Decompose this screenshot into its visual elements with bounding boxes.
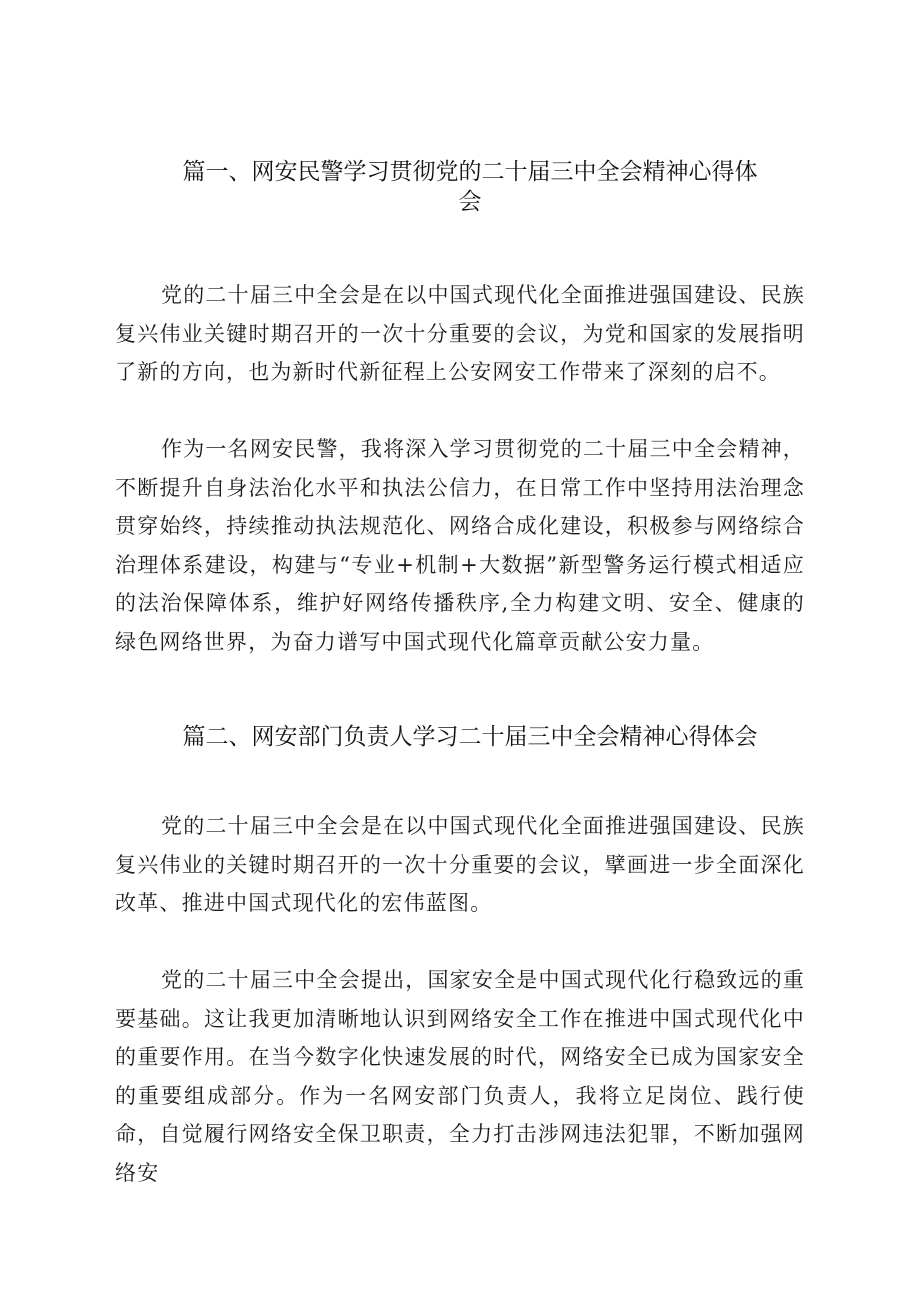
section-1-title (150, 157, 790, 217)
section-1-paragraph-2: 作为一名网安民警，我将深入学习贯彻党的二十届三中全会精神，不断提升自身法治化水平和执法公信力，在日常工作中坚持用法治理念贯穿始终，持续推动执法规范化、网络合成化建设，积极参与网络综合治理体系建设，构建与“专业+机制+大数据”新型警务运行模式相适应的法治保障体系，维护好网络传播秩序,全力构建文明、安全、健康的绿色网络世界，为奋力谱写中国式现代化篇章贡献公安力量。 (115, 437, 805, 654)
section-2-paragraph-1: 党的二十届三中全会是在以中国式现代化全面推进强国建设、民族复兴伟业的关键时期召开的一次十分重要的会议，擘画进一步全面深化改革、推进中国式现代化的宏伟蓝图。 (115, 814, 805, 915)
section-1-title-line2: 会 (458, 189, 482, 215)
section-1-title-line1: 篇一、网安民警学习贯彻党的二十届三中全会精神心得体 (182, 159, 758, 185)
section-2-paragraph-2: 党的二十届三中全会提出，国家安全是中国式现代化行稳致远的重要基础。这让我更加清晰地认识到网络安全工作在推进中国式现代化中的重要作用。在当今数字化快速发展的时代，网络安全已成为国家安全的重要组成部分。作为一名网安部门负责人，我将立足岗位、践行使命，自觉履行网络安全保卫职责，全力打击涉网违法犯罪，不断加强网络安 (115, 968, 805, 1185)
section-1-paragraph-1: 党的二十届三中全会是在以中国式现代化全面推进强国建设、民族复兴伟业关键时期召开的一次十分重要的会议，为党和国家的发展指明了新的方向，也为新时代新征程上公安网安工作带来了深刻的启不。 (115, 283, 805, 384)
section-2-title: 篇二、网安部门负责人学习二十届三中全会精神心得体会 (182, 724, 758, 750)
